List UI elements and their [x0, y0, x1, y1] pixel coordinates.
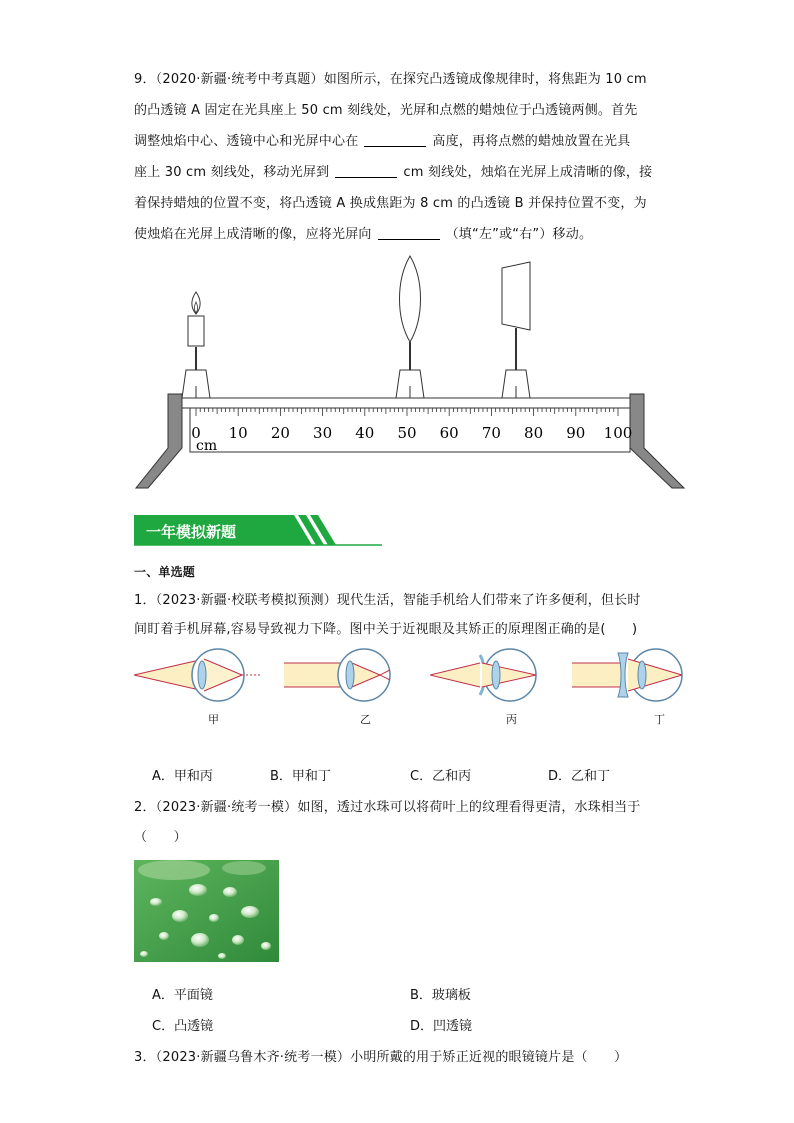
q9-line-4a: 座上 30 cm 刻线处，移动光屏到	[134, 165, 330, 180]
q9-line-4b: cm 刻线处，烛焰在光屏上成清晰的像，接	[403, 165, 653, 180]
eye-diagram-yi	[284, 645, 404, 705]
q1-line-1: 1．（2023·新疆·校联考模拟预测）现代生活，智能手机给人们带来了许多便利，但长时	[134, 593, 641, 608]
q2-line-1: 2．（2023·新疆·统考一模）如图，透过水珠可以将荷叶上的纹理看得更清，水珠相当于	[134, 800, 641, 815]
q1-option-a[interactable]: A．甲和丙	[152, 769, 213, 784]
scale-tick-label: 80	[524, 424, 544, 442]
scale-tick-label: 20	[270, 424, 290, 442]
section-banner-title: 一年模拟新题	[146, 523, 237, 541]
scale-tick-label: 30	[313, 424, 333, 442]
scale-tick-label: 10	[228, 424, 248, 442]
convex-lens	[400, 256, 421, 342]
q1-line-2: 间盯着手机屏幕,容易导致视力下降。图中关于近视眼及其矫正的原理图正确的是( )	[134, 622, 638, 637]
q9-line-2: 的凸透镜 A 固定在光具座上 50 cm 刻线处，光屏和点燃的蜡烛位于凸透镜两侧。首先	[134, 103, 638, 118]
q2-line-2: （ ）	[134, 830, 187, 845]
q1-option-c[interactable]: C．乙和丙	[410, 769, 472, 784]
q1-option-b[interactable]: B．甲和丁	[270, 769, 331, 784]
scale-tick-label: 70	[481, 424, 501, 442]
q9-line-6b: （填“左”或“右”）移动。	[445, 227, 593, 242]
q9-line-6	[134, 223, 592, 242]
answer-blank-3[interactable]	[378, 226, 440, 240]
scale-tick-label: 90	[566, 424, 586, 442]
scale-tick-label: 0	[191, 424, 201, 442]
q2-option-a[interactable]: A．平面镜	[152, 988, 213, 1003]
unit-label: cm	[196, 438, 218, 454]
caption-yi: 乙	[360, 713, 371, 726]
scale-tick-label: 50	[397, 424, 417, 442]
candle	[188, 316, 204, 346]
q1-option-d[interactable]: D．乙和丁	[548, 769, 611, 784]
scale-tick-label: 40	[355, 424, 375, 442]
q2-option-c[interactable]: C．凸透镜	[152, 1019, 214, 1034]
caption-bing: 丙	[506, 713, 517, 726]
q2-option-d[interactable]: D．凹透镜	[410, 1019, 473, 1034]
bench-rail	[182, 398, 630, 408]
q9-line-1: 9．（2020·新疆·统考中考真题）如图所示，在探究凸透镜成像规律时，将焦距为 10 cm	[134, 72, 647, 87]
water-drops-on-lotus-leaf-image	[134, 860, 279, 962]
q9-line-3a: 调整烛焰中心、透镜中心和光屏中心在	[134, 134, 359, 149]
caption-jia: 甲	[208, 713, 219, 726]
q9-line-4	[134, 161, 652, 180]
answer-blank-2[interactable]	[335, 164, 397, 178]
q9-line-5: 着保持蜡烛的位置不变，将凸透镜 A 换成焦距为 8 cm 的凸透镜 B 并保持位置不变，为	[134, 196, 647, 211]
q3-line-1: 3．（2023·新疆乌鲁木齐·统考一模）小明所戴的用于矫正近视的眼镜镜片是（ ）	[134, 1050, 628, 1065]
left-support	[136, 394, 182, 488]
optical-bench-figure	[134, 252, 690, 490]
scale-tick-label: 100	[603, 424, 633, 442]
right-support	[630, 394, 684, 488]
answer-blank-1[interactable]	[364, 133, 426, 147]
eye-diagram-jia	[132, 645, 262, 705]
q9-line-6a: 使烛焰在光屏上成清晰的像，应将光屏向	[134, 227, 372, 242]
eye-diagram-bing	[430, 645, 550, 705]
scale-tick-label: 60	[439, 424, 459, 442]
q9-line-3	[134, 130, 630, 149]
q9-line-3b: 高度，再将点燃的蜡烛放置在光具	[432, 134, 631, 149]
light-screen	[502, 262, 530, 330]
section-heading: 一、单选题	[134, 565, 196, 579]
q2-option-b[interactable]: B．玻璃板	[410, 988, 471, 1003]
eye-diagram-ding	[572, 645, 692, 705]
caption-ding: 丁	[654, 713, 665, 726]
